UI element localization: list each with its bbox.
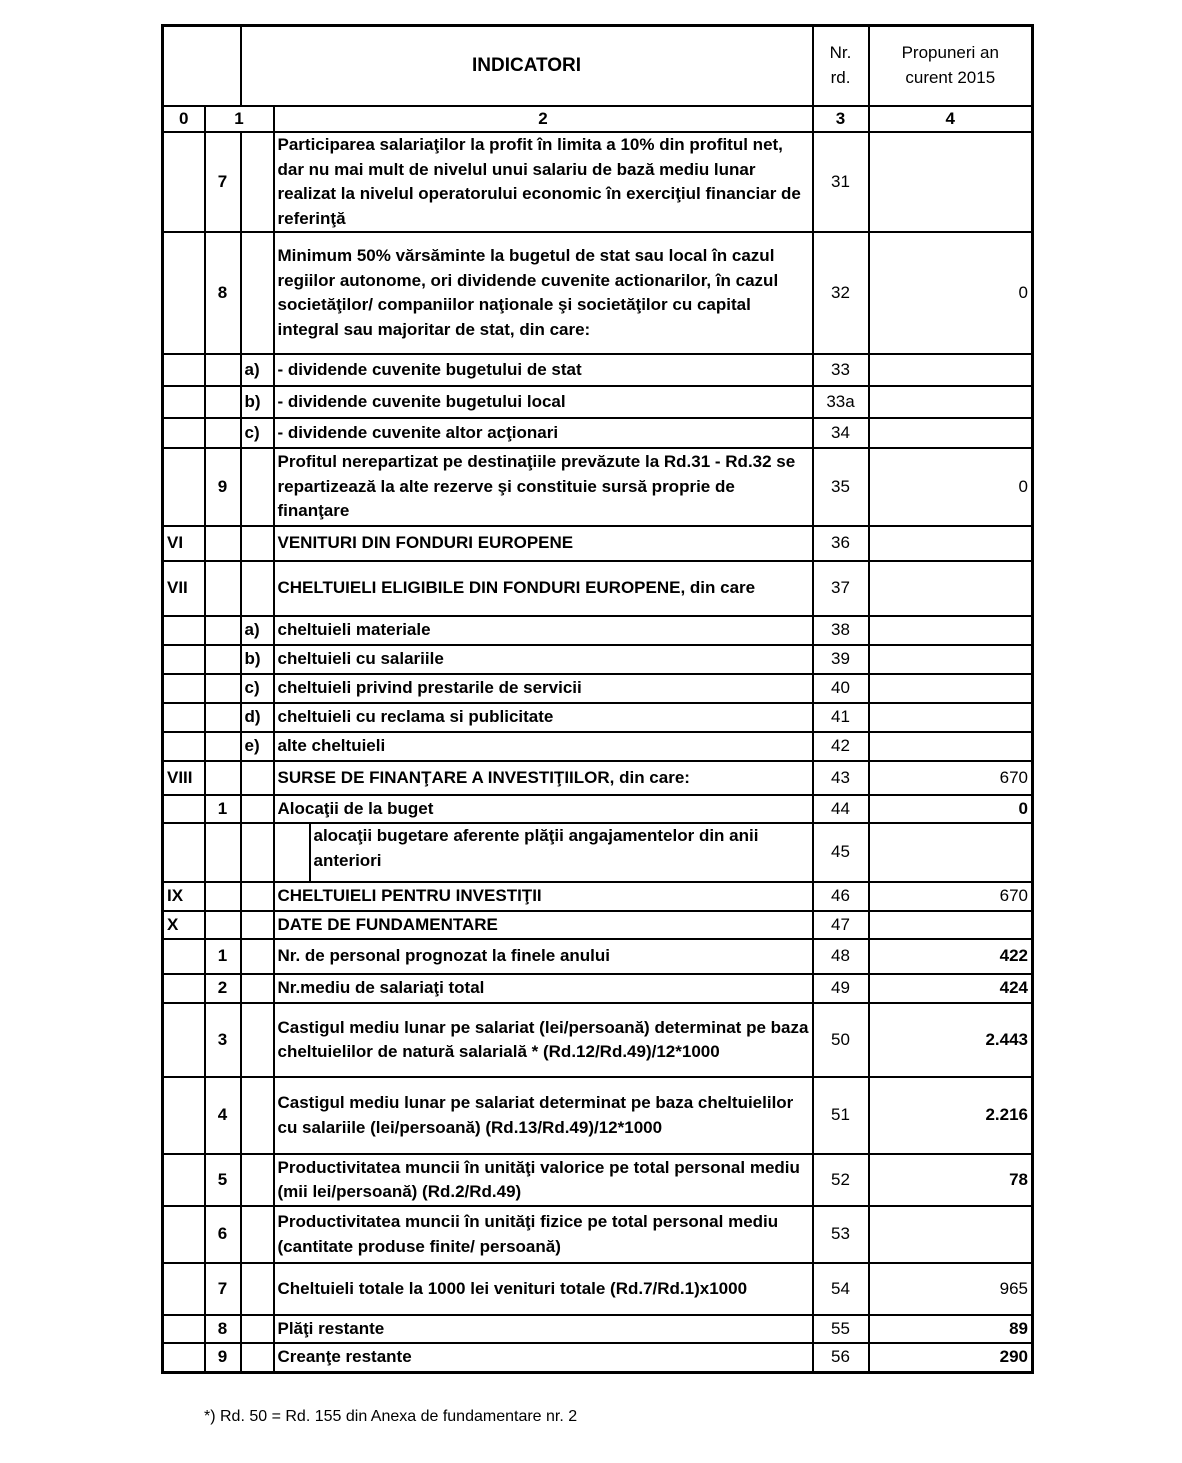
table-row <box>163 1003 1033 1077</box>
value-cell <box>869 645 1033 674</box>
section-number <box>163 674 205 703</box>
item-number <box>205 561 241 616</box>
row-number: 55 <box>813 1315 869 1343</box>
section-number <box>163 795 205 823</box>
table-row <box>163 795 1033 823</box>
indicator-subtext: alocaţii bugetare aferente plăţii angajamentelor din anii anteriori <box>313 826 759 870</box>
indicator-text: Castigul mediu lunar pe salariat (lei/persoană) determinat pe baza cheltuielilor de natură salarială * (Rd.12/Rd.49)/12*1000 <box>274 1003 813 1077</box>
item-number: 8 <box>205 1315 241 1343</box>
indicator-text: Castigul mediu lunar pe salariat determinat pe baza cheltuielilor cu salariile (lei/persoană) (Rd.13/Rd.49)/12*1000 <box>274 1077 813 1154</box>
item-number: 6 <box>205 1206 241 1263</box>
section-number <box>163 1315 205 1343</box>
section-number <box>163 1077 205 1154</box>
item-number: 2 <box>205 974 241 1003</box>
indent-cell <box>275 824 311 881</box>
indicator-text: CHELTUIELI PENTRU INVESTIŢII <box>274 882 813 911</box>
row-number: 33 <box>813 354 869 386</box>
row-number: 35 <box>813 448 869 526</box>
item-number: 5 <box>205 1154 241 1206</box>
indicator-text: alte cheltuieli <box>274 732 813 761</box>
table-row <box>163 761 1033 795</box>
value-cell <box>869 732 1033 761</box>
table-row <box>163 703 1033 732</box>
indicator-text: cheltuieli privind prestarile de servicii <box>274 674 813 703</box>
header-propuneri: Propuneri an curent 2015 <box>869 26 1033 106</box>
subitem-letter: a) <box>241 354 274 386</box>
value-cell <box>869 354 1033 386</box>
subitem-letter <box>241 911 274 939</box>
subitem-letter <box>241 1154 274 1206</box>
indicator-text: Plăţi restante <box>274 1315 813 1343</box>
row-number: 51 <box>813 1077 869 1154</box>
table-row <box>163 939 1033 974</box>
subitem-letter: c) <box>241 418 274 448</box>
subitem-letter <box>241 1003 274 1077</box>
item-number <box>205 911 241 939</box>
indicators-table <box>161 24 1034 1374</box>
value-cell: 424 <box>869 974 1033 1003</box>
value-cell: 670 <box>869 761 1033 795</box>
index-row <box>163 106 1033 133</box>
indicator-text: CHELTUIELI ELIGIBILE DIN FONDURI EUROPENE, din care <box>274 561 813 616</box>
row-number: 31 <box>813 132 869 232</box>
table-row <box>163 1315 1033 1343</box>
indicator-text: Nr.mediu de salariaţi total <box>274 974 813 1003</box>
section-number: VII <box>163 561 205 616</box>
indicator-text: Cheltuieli totale la 1000 lei venituri totale (Rd.7/Rd.1)x1000 <box>274 1263 813 1315</box>
section-number <box>163 132 205 232</box>
table-row <box>163 882 1033 911</box>
item-number: 1 <box>205 795 241 823</box>
section-number: VI <box>163 526 205 561</box>
row-number: 47 <box>813 911 869 939</box>
row-number: 48 <box>813 939 869 974</box>
row-number: 41 <box>813 703 869 732</box>
subitem-letter <box>241 974 274 1003</box>
section-number <box>163 1206 205 1263</box>
indicator-text: cheltuieli cu reclama si publicitate <box>274 703 813 732</box>
item-number <box>205 674 241 703</box>
section-number <box>163 823 205 882</box>
item-number <box>205 526 241 561</box>
indicator-text: Productivitatea muncii în unităţi valorice pe total personal mediu (mii lei/persoană) (Rd.2/Rd.49) <box>274 1154 813 1206</box>
value-cell: 0 <box>869 232 1033 354</box>
subitem-letter <box>241 882 274 911</box>
indicator-text: Profitul nerepartizat pe destinaţiile prevăzute la Rd.31 - Rd.32 se repartizează la alte rezerve şi constituie sursă proprie de finanţare <box>274 448 813 526</box>
subitem-letter <box>241 448 274 526</box>
item-number: 4 <box>205 1077 241 1154</box>
section-number <box>163 1263 205 1315</box>
indicator-text: Alocaţii de la buget <box>274 795 813 823</box>
value-cell <box>869 132 1033 232</box>
section-number <box>163 232 205 354</box>
section-number <box>163 1154 205 1206</box>
subitem-letter <box>241 132 274 232</box>
item-number: 7 <box>205 132 241 232</box>
value-cell <box>869 418 1033 448</box>
indicator-text: cheltuieli materiale <box>274 616 813 645</box>
row-number: 43 <box>813 761 869 795</box>
subitem-letter: e) <box>241 732 274 761</box>
section-number <box>163 1003 205 1077</box>
value-cell: 422 <box>869 939 1033 974</box>
subitem-letter <box>241 526 274 561</box>
indicator-text: Nr. de personal prognozat la finele anului <box>274 939 813 974</box>
item-number: 8 <box>205 232 241 354</box>
table-row <box>163 911 1033 939</box>
value-cell <box>869 526 1033 561</box>
table-row <box>163 1263 1033 1315</box>
item-number <box>205 823 241 882</box>
index-cell: 3 <box>813 106 869 133</box>
index-cell: 4 <box>869 106 1033 133</box>
value-cell: 2.443 <box>869 1003 1033 1077</box>
item-number <box>205 761 241 795</box>
row-number: 32 <box>813 232 869 354</box>
indicator-text: cheltuieli cu salariile <box>274 645 813 674</box>
index-cell: 2 <box>274 106 813 133</box>
subitem-letter <box>241 1263 274 1315</box>
index-cell: 1 <box>205 106 274 133</box>
item-number: 9 <box>205 448 241 526</box>
table-row <box>163 732 1033 761</box>
row-number: 45 <box>813 823 869 882</box>
row-number: 56 <box>813 1343 869 1372</box>
value-cell <box>869 703 1033 732</box>
row-number: 39 <box>813 645 869 674</box>
table-row <box>163 674 1033 703</box>
value-cell: 89 <box>869 1315 1033 1343</box>
indicator-text: DATE DE FUNDAMENTARE <box>274 911 813 939</box>
subitem-letter <box>241 232 274 354</box>
value-cell <box>869 561 1033 616</box>
section-number <box>163 703 205 732</box>
item-number: 7 <box>205 1263 241 1315</box>
row-number: 34 <box>813 418 869 448</box>
value-cell: 290 <box>869 1343 1033 1372</box>
row-number: 37 <box>813 561 869 616</box>
section-number <box>163 354 205 386</box>
indicator-text: SURSE DE FINANŢARE A INVESTIŢIILOR, din care: <box>274 761 813 795</box>
table-row <box>163 561 1033 616</box>
value-cell <box>869 674 1033 703</box>
table-row <box>163 132 1033 232</box>
item-number: 3 <box>205 1003 241 1077</box>
row-number: 40 <box>813 674 869 703</box>
value-cell: 670 <box>869 882 1033 911</box>
section-number <box>163 448 205 526</box>
header-nr-rd: Nr. rd. <box>813 26 869 106</box>
indicator-text: - dividende cuvenite altor acţionari <box>274 418 813 448</box>
table-row <box>163 1343 1033 1372</box>
indicator-text: Minimum 50% vărsăminte la bugetul de stat sau local în cazul regiilor autonome, ori dividende cuvenite actionarilor, în cazul societăţilor/ companiilor naţionale şi societăţilor cu capital integral sau majoritar de stat, din care: <box>274 232 813 354</box>
item-number <box>205 418 241 448</box>
subitem-letter <box>241 823 274 882</box>
indicator-text: Productivitatea muncii în unităţi fizice pe total personal mediu (cantitate produse finite/ persoană) <box>274 1206 813 1263</box>
subitem-letter: b) <box>241 386 274 418</box>
value-cell <box>869 616 1033 645</box>
section-number <box>163 974 205 1003</box>
table-row <box>163 418 1033 448</box>
table-row <box>163 1154 1033 1206</box>
table-row <box>163 1077 1033 1154</box>
item-number <box>205 645 241 674</box>
item-number <box>205 386 241 418</box>
row-number: 36 <box>813 526 869 561</box>
subitem-letter: b) <box>241 645 274 674</box>
table-row <box>163 354 1033 386</box>
section-number: VIII <box>163 761 205 795</box>
item-number <box>205 354 241 386</box>
row-number: 54 <box>813 1263 869 1315</box>
header-row <box>163 26 1033 106</box>
indicator-text: - dividende cuvenite bugetului local <box>274 386 813 418</box>
header-blank-cell <box>163 26 241 106</box>
value-cell: 0 <box>869 795 1033 823</box>
item-number <box>205 616 241 645</box>
row-number: 53 <box>813 1206 869 1263</box>
row-number: 50 <box>813 1003 869 1077</box>
subitem-letter <box>241 1206 274 1263</box>
header-indicatori: INDICATORI <box>241 26 813 106</box>
value-cell <box>869 823 1033 882</box>
value-cell <box>869 911 1033 939</box>
subitem-letter <box>241 1315 274 1343</box>
row-number: 33a <box>813 386 869 418</box>
value-cell: 0 <box>869 448 1033 526</box>
row-number: 52 <box>813 1154 869 1206</box>
indicator-text: VENITURI DIN FONDURI EUROPENE <box>274 526 813 561</box>
table-row <box>163 616 1033 645</box>
table-row <box>163 448 1033 526</box>
subitem-letter: d) <box>241 703 274 732</box>
section-number <box>163 939 205 974</box>
value-cell <box>869 386 1033 418</box>
subitem-letter <box>241 561 274 616</box>
table-row <box>163 823 1033 882</box>
indicator-text: - dividende cuvenite bugetului de stat <box>274 354 813 386</box>
row-number: 49 <box>813 974 869 1003</box>
table-row <box>163 526 1033 561</box>
value-cell: 2.216 <box>869 1077 1033 1154</box>
value-cell <box>869 1206 1033 1263</box>
index-cell: 0 <box>163 106 205 133</box>
section-number <box>163 616 205 645</box>
row-number: 38 <box>813 616 869 645</box>
subitem-letter <box>241 1343 274 1372</box>
section-number <box>163 1343 205 1372</box>
indicator-text <box>274 823 813 882</box>
section-number <box>163 386 205 418</box>
item-number <box>205 703 241 732</box>
indicator-text: Participarea salariaţilor la profit în limita a 10% din profitul net, dar nu mai mult de nivelul unui salariu de bază mediu lunar realizat la nivelul operatorului economic în exerciţiul financiar de referinţă <box>274 132 813 232</box>
subitem-letter <box>241 761 274 795</box>
footnote: *) Rd. 50 = Rd. 155 din Anexa de fundamentare nr. 2 <box>204 1408 578 1425</box>
table-row <box>163 232 1033 354</box>
subitem-letter <box>241 1077 274 1154</box>
section-number: X <box>163 911 205 939</box>
subitem-letter <box>241 939 274 974</box>
item-number: 9 <box>205 1343 241 1372</box>
indicator-text: Creanţe restante <box>274 1343 813 1372</box>
table-row <box>163 974 1033 1003</box>
item-number <box>205 732 241 761</box>
value-cell: 78 <box>869 1154 1033 1206</box>
table-row <box>163 386 1033 418</box>
subitem-letter: a) <box>241 616 274 645</box>
row-number: 46 <box>813 882 869 911</box>
table-row <box>163 1206 1033 1263</box>
section-number <box>163 418 205 448</box>
section-number: IX <box>163 882 205 911</box>
item-number: 1 <box>205 939 241 974</box>
item-number <box>205 882 241 911</box>
section-number <box>163 732 205 761</box>
row-number: 42 <box>813 732 869 761</box>
subitem-letter: c) <box>241 674 274 703</box>
subitem-letter <box>241 795 274 823</box>
section-number <box>163 645 205 674</box>
table-row <box>163 645 1033 674</box>
row-number: 44 <box>813 795 869 823</box>
value-cell: 965 <box>869 1263 1033 1315</box>
